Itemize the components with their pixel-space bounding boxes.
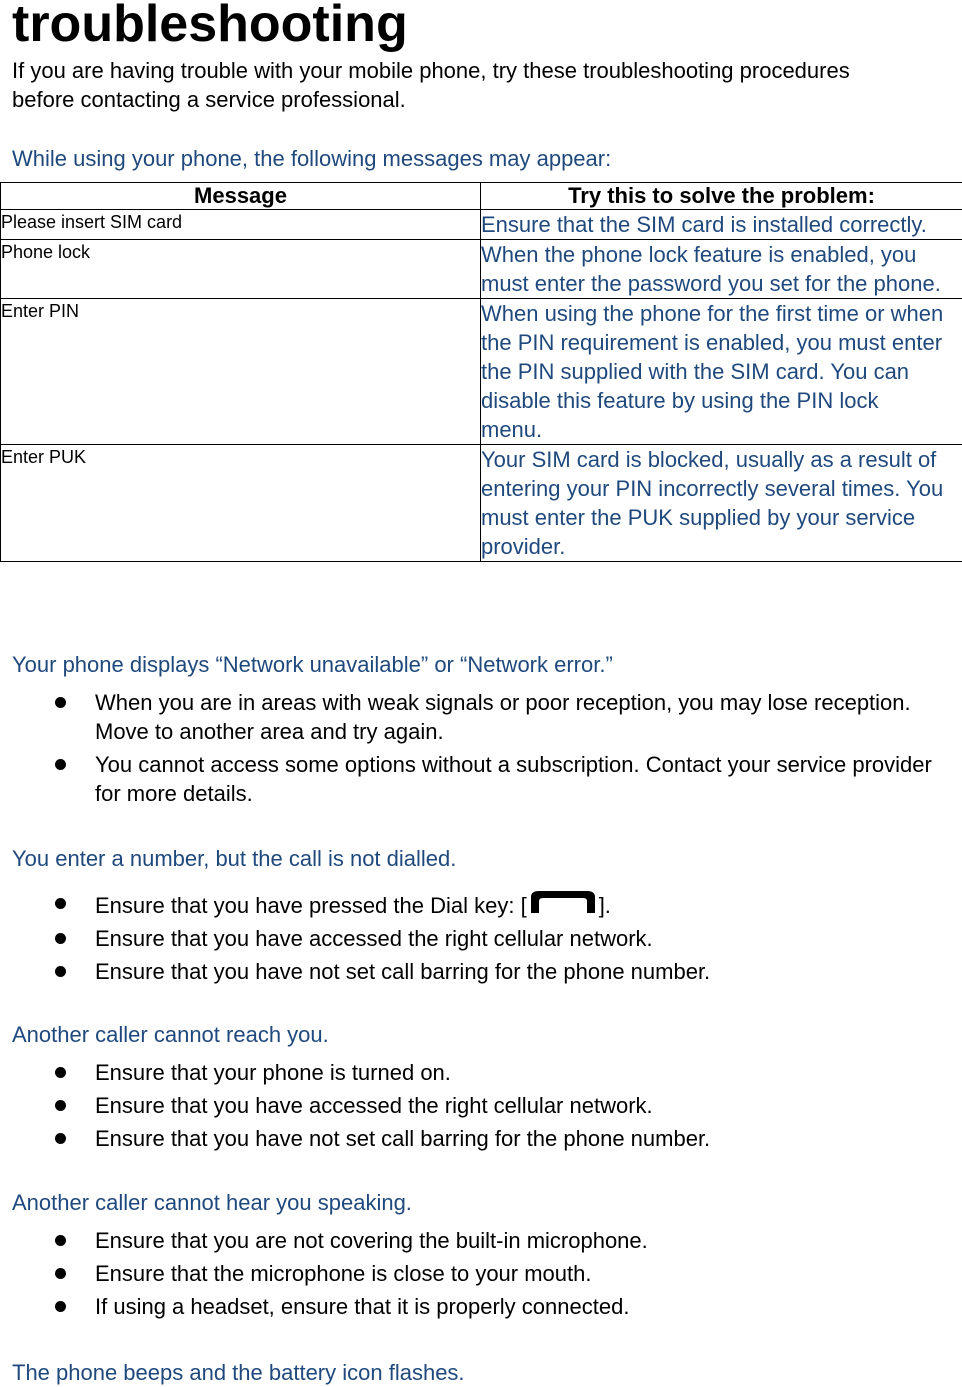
section-heading-cannot-hear: Another caller cannot hear you speaking. <box>12 1188 412 1217</box>
message-cell: Enter PUK <box>1 445 481 562</box>
message-cell: Enter PIN <box>1 299 481 445</box>
list-item: Ensure that you have accessed the right cellular network. <box>0 924 962 953</box>
table-header-row <box>1 183 962 210</box>
list-item: Ensure that you have not set call barring for the phone number. <box>0 957 962 986</box>
bullet-icon <box>55 759 66 770</box>
table-row <box>1 210 962 240</box>
section-heading-battery: The phone beeps and the battery icon flashes. <box>12 1358 465 1387</box>
table-row <box>1 240 962 299</box>
list-item: Ensure that you are not covering the built-in microphone. <box>0 1226 962 1255</box>
page-title: troubleshooting <box>12 0 408 54</box>
bullet-icon <box>55 1235 66 1246</box>
list-item: Ensure that your phone is turned on. <box>0 1058 962 1087</box>
solution-cell: When using the phone for the first time or when the PIN requirement is enabled, you must enter the PIN supplied with the SIM card. You can disable this feature by using the PIN lock menu. <box>481 299 962 445</box>
table-row <box>1 445 962 562</box>
bullet-icon <box>55 697 66 708</box>
messages-heading: While using your phone, the following messages may appear: <box>12 144 611 173</box>
list-item: You cannot access some options without a subscription. Contact your service provider for more details. <box>0 750 962 808</box>
messages-table <box>0 182 962 562</box>
list-item: Ensure that you have not set call barring for the phone number. <box>0 1124 962 1153</box>
column-header-solution: Try this to solve the problem: <box>481 183 962 210</box>
list-item: If using a headset, ensure that it is properly connected. <box>0 1292 962 1321</box>
bullet-icon <box>55 1268 66 1279</box>
bullet-icon <box>55 933 66 944</box>
bullet-icon <box>55 1133 66 1144</box>
bullet-icon <box>55 1301 66 1312</box>
message-cell: Phone lock <box>1 240 481 299</box>
cannot-hear-list <box>0 1226 962 1325</box>
dial-key-icon <box>527 889 599 915</box>
solution-cell: Your SIM card is blocked, usually as a result of entering your PIN incorrectly several times. You must enter the PUK supplied by your service provider. <box>481 445 962 562</box>
list-item: When you are in areas with weak signals or poor reception, you may lose reception. Move to another area and try again. <box>0 688 962 746</box>
bullet-icon <box>55 898 66 909</box>
intro-text: If you are having trouble with your mobile phone, try these troubleshooting procedures before contacting a service professional. <box>12 56 912 114</box>
list-item: Ensure that you have pressed the Dial key: [ ]. <box>0 889 962 920</box>
list-item: Ensure that you have accessed the right cellular network. <box>0 1091 962 1120</box>
bullet-icon <box>55 1100 66 1111</box>
list-item: Ensure that the microphone is close to your mouth. <box>0 1259 962 1288</box>
network-list <box>0 688 962 812</box>
table-row <box>1 299 962 445</box>
bullet-icon <box>55 1067 66 1078</box>
section-heading-cannot-reach: Another caller cannot reach you. <box>12 1020 329 1049</box>
bullet-icon <box>55 966 66 977</box>
not-dialled-list <box>0 889 962 990</box>
column-header-message: Message <box>1 183 481 210</box>
solution-cell: When the phone lock feature is enabled, you must enter the password you set for the phone. <box>481 240 962 299</box>
section-heading-not-dialled: You enter a number, but the call is not dialled. <box>12 844 456 873</box>
section-heading-network: Your phone displays “Network unavailable” or “Network error.” <box>12 650 613 679</box>
cannot-reach-list <box>0 1058 962 1157</box>
solution-cell: Ensure that the SIM card is installed correctly. <box>481 210 962 240</box>
message-cell: Please insert SIM card <box>1 210 481 240</box>
